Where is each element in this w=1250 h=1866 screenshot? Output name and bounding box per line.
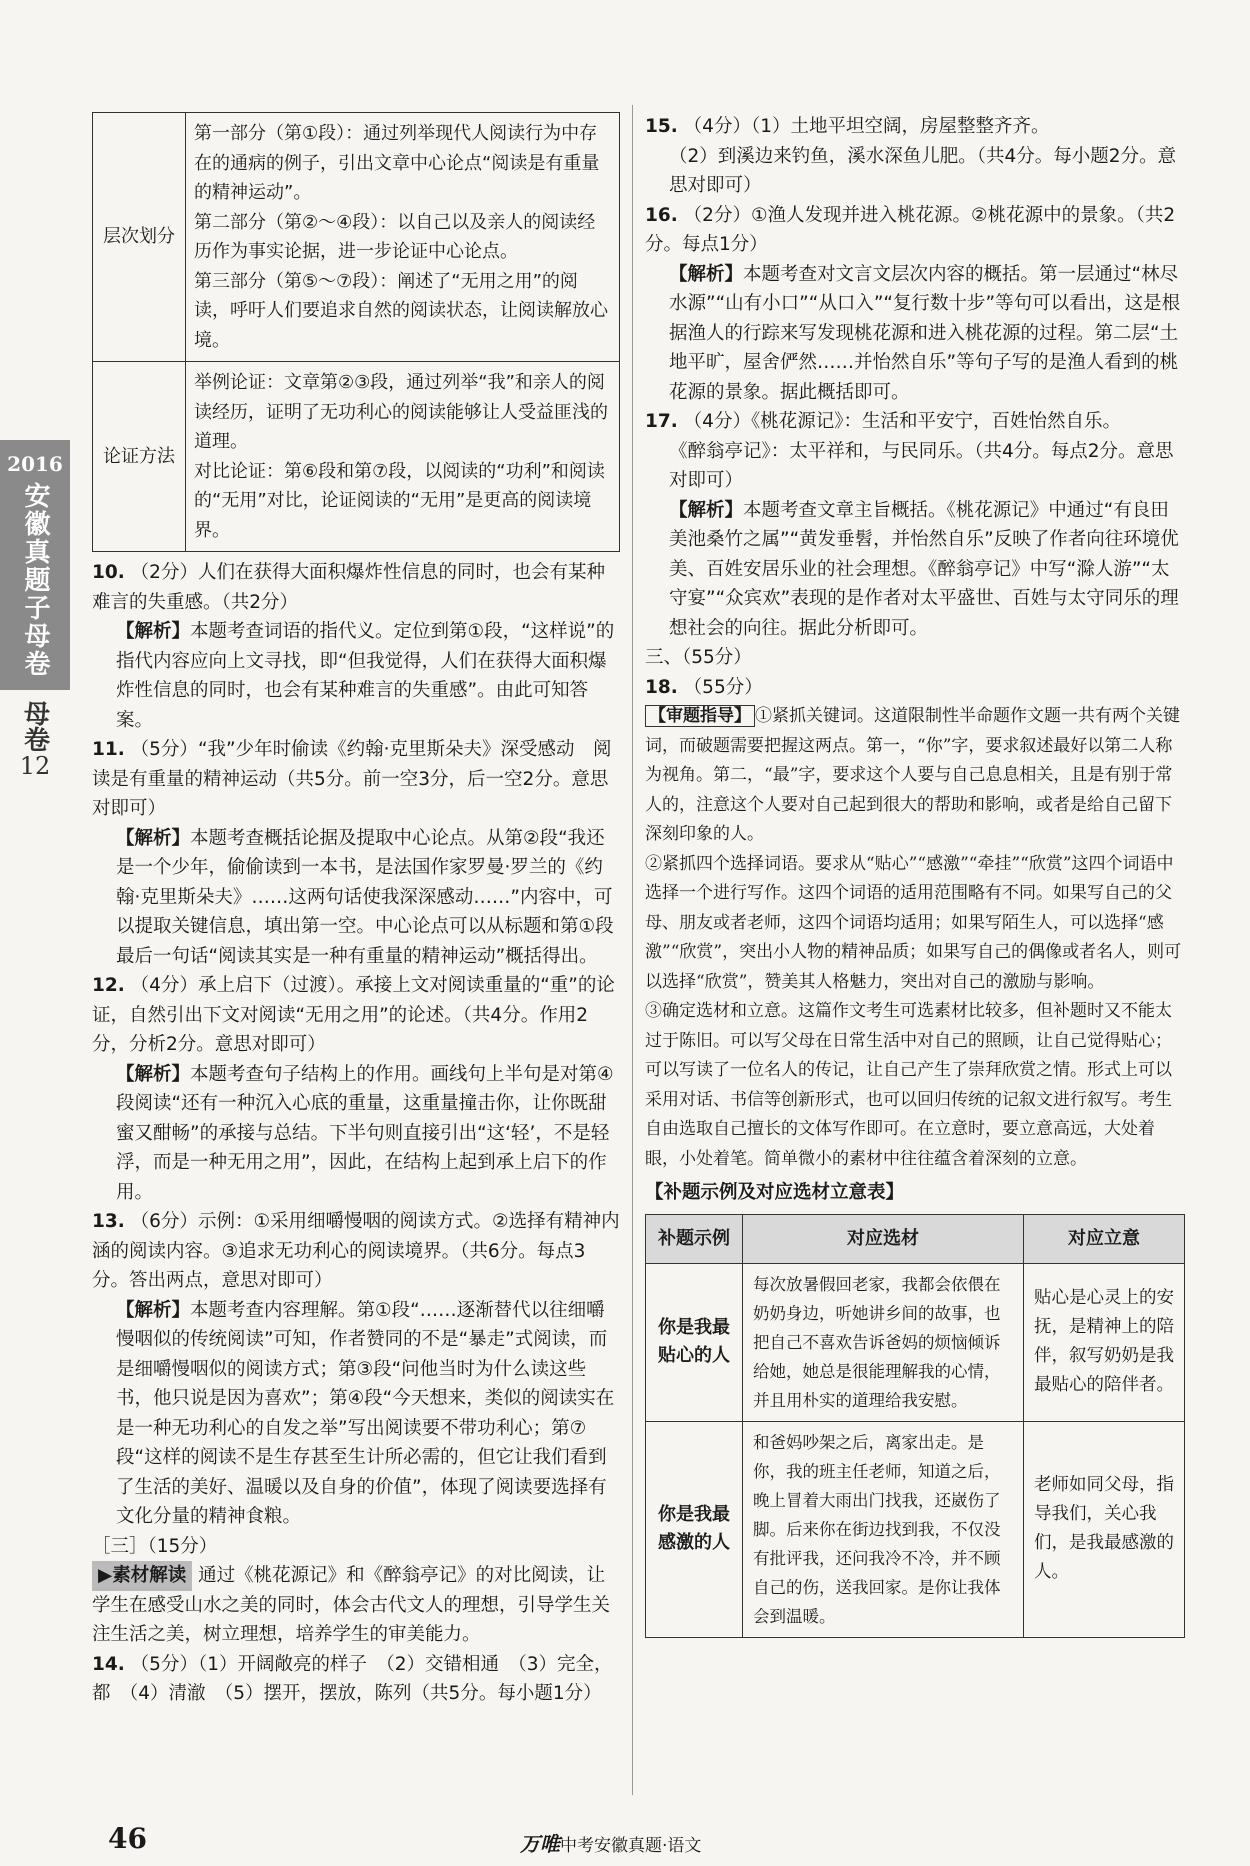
table-row (646, 1263, 1185, 1421)
q12-analysis: 【解析】本题考查句子结构上的作用。画线句上半句是对第④段阅读“还有一种沉入心底的重量，这重量撞击你，让你既甜蜜又酣畅”的承接与总结。下半句则直接引出“这‘轻’，不是轻浮，而是一种无用之用”，因此，在结构上起到承上启下的作用。 (116, 1063, 614, 1203)
guidance-3: ③确定选材和立意。这篇作文考生可选素材比较多，但补题时又不能太过于陈旧。可以写父母在日常生活中对自己的照顾，让自己觉得贴心；可以写读了一位名人的传记，让自己产生了崇拜欣赏之情。形式上可以采用对话、书信等创新形式，也可以回归传统的记叙文进行叙写。考生自由选取自己擅长的文体写作即可。在立意时，要立意高远，大处着眼，小处着笔。简单微小的素材中往往蕴含着深刻的立意。 (645, 1001, 1172, 1169)
guidance-2: ②紧抓四个选择词语。要求从“贴心”“感激”“牵挂”“欣赏”这四个词语中选择一个进行写作。这四个词语的适用范围略有不同。如果写自己的父母、朋友或者老师，这四个词语均适用；如果写陌生人，可以选择“感激”“欣赏”，突出小人物的精神品质；如果写自己的偶像或者名人，则可以选择“欣赏”，赞美其人格魅力，突出对自己的激励与影响。 (645, 853, 1182, 992)
side-label: 安徽真题子母卷 (20, 482, 50, 678)
topic-table-header (646, 1214, 1185, 1263)
method-example: 举例论证：文章第②③段，通过列举“我”和亲人的阅读经历，证明了无功利心的阅读能够让人受益匪浅的道理。 (194, 372, 608, 452)
row-intent: 贴心是心灵上的安抚，是精神上的陪伴，叙写奶奶是我最贴心的陪伴者。 (1024, 1263, 1185, 1421)
q17: 17. （4分）《桃花源记》：生活和平安宁，百姓怡然自乐。 (645, 411, 1121, 432)
q11-analysis: 【解析】本题考查概括论据及提取中心论点。从第②段“我还是一个少年，偷偷读到一本书，是法国作家罗曼·罗兰的《约翰·克里斯朵夫》……这两句话使我深深感动……”内容中，可以提取关键信息，填出第一空。中心论点可以从标题和第①段最后一句话“阅读其实是一种有重量的精神运动”概括得出。 (116, 827, 614, 967)
material-reading: ▶素材解读 通过《桃花源记》和《醉翁亭记》的对比阅读，让学生在感受山水之美的同时，体会古代文人的理想，引导学生关注生活之美，树立理想，培养学生的审美能力。 (92, 1561, 620, 1650)
row-example: 你是我最感激的人 (646, 1421, 743, 1637)
footer-brand (520, 1828, 701, 1857)
header-intent: 对应立意 (1024, 1214, 1185, 1263)
structure-label-methods: 论证方法 (93, 362, 186, 552)
page-number: 46 (108, 1822, 147, 1855)
guidance-label: 【审题指导】 (645, 705, 755, 727)
side-mu-label: 母卷 (19, 700, 50, 752)
brand-logo: 万唯 (520, 1832, 560, 1856)
side-mu (0, 700, 70, 780)
structure-part1: 第一部分（第①段）：通过列举现代人阅读行为中存在的通病的例子，引出文章中心论点“阅读是有重量的精神运动”。 (194, 123, 600, 203)
right-column (645, 112, 1185, 1638)
row-intent: 老师如同父母，指导我们，关心我们，是我最感激的人。 (1024, 1421, 1185, 1637)
row-material: 每次放暑假回老家，我都会依偎在奶奶身边，听她讲乡间的故事，也把自己不喜欢告诉爸妈的烦恼倾诉给她，她总是很能理解我的心情，并且用朴实的道理给我安慰。 (743, 1263, 1024, 1421)
column-divider (632, 105, 633, 1795)
structure-body-layers (186, 113, 620, 362)
guidance-1: 【审题指导】 ①紧抓关键词。这道限制性半命题作文题一共有两个关键词，而破题需要把握这两点。第一，“你”字，要求叙述最好以第二人称为视角。第二，“最”字，要求这个人要与自己息息相关，且是有别于常人的，注意这个人要对自己起到很大的帮助和影响，或者是给自己留下深刻印象的人。 (645, 706, 1180, 844)
side-tab (0, 440, 70, 690)
q14: 14. （5分）（1）开阔敞亮的样子 （2）交错相通 （3）完全，都 （4）清澈 （5）摆开，摆放，陈列（共5分。每小题1分） (92, 1653, 613, 1704)
structure-table (92, 112, 620, 552)
q10-analysis: 【解析】本题考查词语的指代义。定位到第①段，“这样说”的指代内容应向上文寻找，即“但我觉得，人们在获得大面积爆炸性信息的同时，也会有某种难言的失重感”。由此可知答案。 (116, 621, 615, 731)
q18: 18. （55分） (645, 676, 763, 698)
q11: 11. （5分）“我”少年时偷读《约翰·克里斯朵夫》深受感动 阅读是有重量的精神运动（共5分。前一空3分，后一空2分。意思对即可） (92, 739, 612, 819)
q15: 15. （4分）（1）土地平坦空阔，房屋整整齐齐。 (645, 116, 1050, 137)
structure-row-methods (93, 362, 620, 552)
q12: 12. （4分）承上启下（过渡）。承接上文对阅读重量的“重”的论证，自然引出下文对阅读“无用之用”的论述。（共4分。作用2分，分析2分。意思对即可） (92, 975, 615, 1055)
structure-row-layers (93, 113, 620, 362)
structure-body-methods (186, 362, 620, 552)
header-example: 补题示例 (646, 1214, 743, 1263)
row-material: 和爸妈吵架之后，离家出走。是你，我的班主任老师，知道之后，晚上冒着大雨出门找我，还崴伤了脚。后来你在街边找到我，不仅没有批评我，还问我冷不冷，并不顾自己的伤，送我回家。是你让我体会到温暖。 (743, 1421, 1024, 1637)
q13-analysis: 【解析】本题考查内容理解。第①段“……逐渐替代以往细嚼慢咽似的传统阅读”可知，作者赞同的不是“暴走”式阅读，而是细嚼慢咽似的阅读方式；第③段“问他当时为什么读这些书，他只说是因为喜欢”；第④段“今天想来，类似的阅读实在是一种无功利心的自发之举”写出阅读要不带功利心；第⑦段“这样的阅读不是生存甚至生计所必需的，但它让我们看到了生活的美好、温暖以及自身的价值”，体现了阅读要选择有文化分量的精神食粮。 (116, 1299, 615, 1527)
q16-analysis: 【解析】本题考查对文言文层次内容的概括。第一层通过“林尽水源”“山有小口”“从口入”“复行数十步”等句可以看出，这是根据渔人的行踪来写发现桃花源和进入桃花源的过程。第二层“土地平旷，屋舍俨然……并怡然自乐”等句子写的是渔人看到的桃花源的景象。据此概括即可。 (669, 263, 1181, 403)
q10: 10. （2分）人们在获得大面积爆炸性信息的同时，也会有某种难言的失重感。（共2分） (92, 562, 605, 613)
q13: 13. （6分）示例：①采用细嚼慢咽的阅读方式。②选择有精神内涵的阅读内容。③追求无功利心的阅读境界。（共6分。每点3分。答出两点，意思对即可） (92, 1211, 620, 1291)
table-row (646, 1421, 1185, 1637)
q15-part2: （2）到溪边来钓鱼，溪水深鱼儿肥。（共4分。每小题2分。意思对即可） (669, 145, 1177, 196)
q17-part2: 《醉翁亭记》：太平祥和，与民同乐。（共4分。每点2分。意思对即可） (669, 440, 1174, 491)
section-3-heading: ［三］（15分） (92, 1535, 218, 1557)
footer-subtitle: 中考安徽真题·语文 (560, 1836, 702, 1856)
row-example: 你是我最贴心的人 (646, 1263, 743, 1421)
method-contrast: 对比论证：第⑥段和第⑦段，以阅读的“功利”和阅读的“无用”对比，论证阅读的“无用”是更高的阅读境界。 (194, 460, 605, 541)
header-material: 对应选材 (743, 1214, 1024, 1263)
structure-label-layers: 层次划分 (93, 113, 186, 362)
side-mu-number: 12 (19, 752, 51, 780)
structure-part3: 第三部分（第⑤～⑦段）：阐述了“无用之用”的阅读，呼吁人们要追求自然的阅读状态，让阅读解放心境。 (194, 270, 608, 351)
structure-part2: 第二部分（第②～④段）：以自己以及亲人的阅读经历作为事实论据，进一步论证中心论点。 (194, 211, 596, 262)
q17-analysis: 【解析】本题考查文章主旨概括。《桃花源记》中通过“有良田美池桑竹之属”“黄发垂髫，并怡然自乐”反映了作者向往环境优美、百姓安居乐业的社会理想。《醉翁亭记》中写“滁人游”“太守宴”“众宾欢”表现的是作者对太平盛世、百姓与太守同乐的理想社会的向往。据此分析即可。 (669, 499, 1179, 639)
left-column (92, 112, 620, 1709)
topic-table (645, 1214, 1185, 1638)
topic-table-title: 【补题示例及对应选材立意表】 (645, 1182, 905, 1203)
section-3-composition: 三、（55分） (645, 647, 752, 668)
material-label: ▶素材解读 (92, 1561, 192, 1591)
q16: 16. （2分）①渔人发现并进入桃花源。②桃花源中的景象。（共2分。每点1分） (645, 204, 1176, 255)
side-year: 2016 (7, 452, 63, 476)
